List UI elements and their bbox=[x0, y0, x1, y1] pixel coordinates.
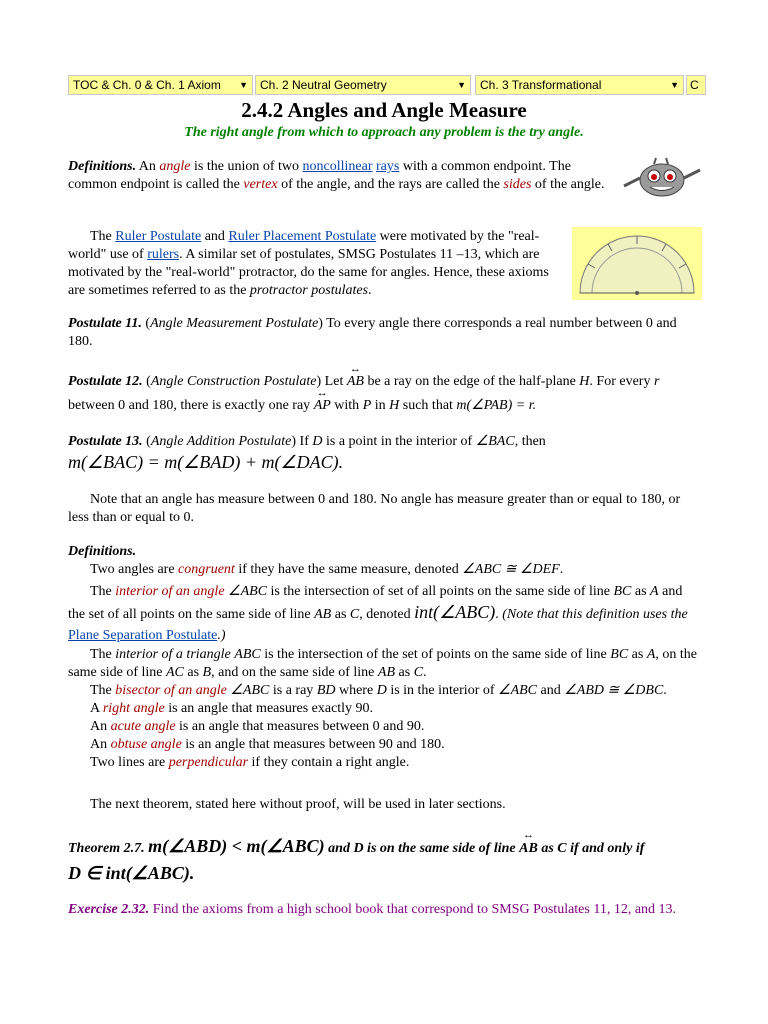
toc-select[interactable] bbox=[68, 75, 253, 95]
term-sides: sides bbox=[503, 177, 532, 192]
exercise-2-32: Exercise 2.32. Find the axioms from a high school book that correspond to SMSG Postulates 11, 12, and 13. bbox=[68, 902, 677, 917]
plane-separation-postulate-link[interactable]: Plane Separation Postulate bbox=[68, 628, 218, 643]
next-chapter-select[interactable] bbox=[686, 75, 706, 95]
ruler-paragraph: The Ruler Postulate and Ruler Placement Postulate were motivated by the "real-world" use of rulers. A similar set of postulates, SMSG Postulates 11 –13, which are motivated by the "real-world" protractor, do the same for angles. Hence, these axioms are sometimes referred to as the protractor postulates. bbox=[68, 229, 549, 298]
page-subtitle: The right angle from which to approach any problem is the try angle. bbox=[184, 125, 584, 140]
exercise-label: Exercise 2.32. bbox=[68, 902, 150, 917]
postulate-13: Postulate 13. (Angle Addition Postulate) If D is a point in the interior of ∠BAC, then m(∠BAC) = m(∠BAD) + m(∠DAC). bbox=[68, 434, 546, 472]
definition-bisector: The bisector of an angle ∠ABC is a ray BD where D is in the interior of ∠ABC and ∠ABD ≅ ∠DBC. bbox=[90, 683, 667, 698]
definition-perpendicular: Two lines are perpendicular if they contain a right angle. bbox=[90, 755, 410, 770]
chevron-down-icon: ▼ bbox=[239, 80, 248, 90]
rays-link[interactable]: rays bbox=[376, 159, 400, 174]
postulate-11: Postulate 11. (Angle Measurement Postulate) To every angle there corresponds a real number between 0 and 180. bbox=[68, 316, 677, 349]
definition-items bbox=[68, 561, 702, 772]
ruler-placement-postulate-link[interactable]: Ruler Placement Postulate bbox=[228, 229, 377, 244]
angle-definition: Definitions. An angle is the union of two noncollinear rays with a common endpoint. The common endpoint is called the vertex of the angle, and the rays are called the sides of the angle. bbox=[68, 159, 605, 192]
definitions-list bbox=[68, 543, 702, 561]
ray-ab-theorem: ↔ AB bbox=[519, 836, 538, 861]
transformational-select-value: Ch. 3 Transformational bbox=[480, 78, 602, 92]
theorem-2-7: Theorem 2.7. m(∠ABD) < m(∠ABC) and D is on the same side of line ↔ AB as C if and only if D ∈ int(∠ABC). bbox=[68, 834, 702, 888]
definition-acute-angle: An acute angle is an angle that measures between 0 and 90. bbox=[90, 719, 425, 734]
note-paragraph: Note that an angle has measure between 0 and 180. No angle has measure greater than or equal to 180, or less than or equal to 0. bbox=[68, 492, 681, 525]
term-protractor-postulates: protractor postulates bbox=[249, 283, 369, 298]
page-title: 2.4.2 Angles and Angle Measure bbox=[241, 98, 527, 122]
term-vertex: vertex bbox=[243, 177, 278, 192]
ray-ab: ↔ AB bbox=[347, 370, 364, 394]
definition-obtuse-angle: An obtuse angle is an angle that measures between 90 and 180. bbox=[90, 737, 445, 752]
neutral-geometry-select-value: Ch. 2 Neutral Geometry bbox=[260, 78, 387, 92]
postulate-12-formula: m(∠PAB) = r. bbox=[456, 398, 537, 413]
definition-right-angle: A right angle is an angle that measures exactly 90. bbox=[90, 701, 374, 716]
postulate-13-name: Angle Addition Postulate bbox=[150, 434, 292, 449]
toc-select-value: TOC & Ch. 0 & Ch. 1 Axiom bbox=[73, 78, 221, 92]
chevron-down-icon: ▼ bbox=[670, 80, 679, 90]
noncollinear-link[interactable]: noncollinear bbox=[302, 159, 373, 174]
definition-congruent: Two angles are congruent if they have the same measure, denoted ∠ABC ≅ ∠DEF. bbox=[90, 562, 564, 577]
next-chapter-select-value: C bbox=[690, 78, 699, 92]
rulers-link[interactable]: rulers bbox=[147, 247, 180, 262]
postulate-13-formula: m(∠BAC) = m(∠BAD) + m(∠DAC). bbox=[68, 452, 344, 472]
theorem-label: Theorem 2.7. bbox=[68, 841, 145, 856]
next-theorem-intro: The next theorem, stated here without proof, will be used in later sections. bbox=[90, 797, 506, 812]
postulate-12: Postulate 12. (Angle Construction Postulate) Let ↔ AB be a ray on the edge of the half-plane H. For every r between 0 and 180, there is exactly one ray ↔ AP with P in H such that m(∠PAB) = r. bbox=[68, 370, 702, 418]
definition-interior-triangle: The interior of a triangle ABC is the intersection of the set of points on the same side of line BC as A, on the same side of line AC as B, and on the same side of line AB as C. bbox=[68, 647, 697, 680]
ruler-postulate-link[interactable]: Ruler Postulate bbox=[115, 229, 202, 244]
definitions-heading-2: Definitions. bbox=[68, 544, 137, 559]
protractor-image bbox=[572, 227, 702, 300]
neutral-geometry-select[interactable] bbox=[255, 75, 471, 95]
cartoon-character-image bbox=[620, 156, 702, 198]
postulate-11-name: Angle Measurement Postulate bbox=[150, 316, 319, 331]
chevron-down-icon: ▼ bbox=[457, 80, 466, 90]
definitions-heading: Definitions. bbox=[68, 159, 137, 174]
transformational-select[interactable] bbox=[475, 75, 684, 95]
postulate-12-label: Postulate 12. bbox=[68, 374, 143, 389]
definition-interior-angle: The interior of an angle ∠ABC is the intersection of set of all points on the same side of line BC as A and the set of all points on the same side of line AB as C, denoted int(∠ABC). (Note that this definition uses the Plane Separation Postulate.) bbox=[68, 584, 688, 643]
postulate-13-label: Postulate 13. bbox=[68, 434, 143, 449]
postulate-11-label: Postulate 11. bbox=[68, 316, 142, 331]
ray-ap: ↔ AP bbox=[314, 394, 331, 418]
postulate-12-name: Angle Construction Postulate bbox=[150, 374, 317, 389]
term-angle: angle bbox=[159, 159, 191, 174]
